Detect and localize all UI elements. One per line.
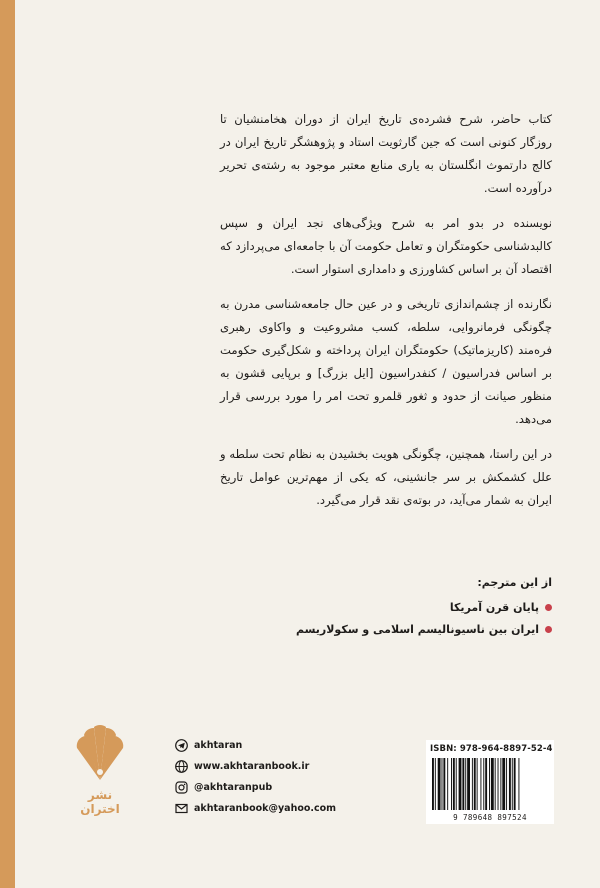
barcode-bar — [506, 758, 507, 810]
email-icon — [174, 802, 188, 816]
description-paragraph-3: نگارنده از چشم‌اندازی تاریخی و در عین حال جامعه‌شناسی مدرن به چگونگی فرمانروایی، سلطه، کسب مشروعیت و واکاوی رهبری فره‌مند (کاریزماتیک) حکومتگران ایران پرداخته و شکل‌گیری حکومت بر اساس فدراسیون / کنفدراسیون [ایل بزرگ] و برپایی قشون به منظور صیانت از حدود و ثغور قلمرو تحت امر را مورد بررسی قرار می‌دهد. — [220, 297, 552, 426]
globe-icon — [174, 760, 188, 774]
telegram-icon — [174, 739, 188, 753]
barcode-bar — [477, 758, 478, 810]
isbn-barcode — [426, 740, 554, 824]
contact-text: akhtaranbook@yahoo.com — [194, 803, 337, 814]
barcode-bar — [472, 758, 473, 810]
description-paragraph-4: در این راستا، همچنین، چگونگی هویت بخشیدن به نظام تحت سلطه و علل کشمکش بر سر جانشینی، که یکی از مهم‌ترین عوامل تاریخ ایران به شمار می‌آید، در بوته‌ی نقد قرار می‌گیرد. — [220, 447, 552, 507]
translator-book-list — [290, 601, 552, 636]
barcode-bar — [502, 758, 505, 810]
contact-email[interactable] — [174, 798, 374, 819]
bullet-icon — [545, 604, 552, 611]
barcode-bar — [451, 758, 452, 810]
contact-text: akhtaran — [194, 740, 243, 751]
contact-telegram[interactable] — [174, 735, 374, 756]
translator-book-item — [290, 623, 552, 636]
barcode-bar — [483, 758, 484, 810]
barcode-bar — [480, 758, 481, 810]
instagram-icon — [174, 781, 188, 795]
bullet-icon — [545, 626, 552, 633]
barcode-bar — [495, 758, 496, 810]
translator-books-section — [290, 576, 552, 645]
barcode-bar — [447, 758, 448, 810]
description-paragraph-1: کتاب حاضر، شرح فشرده‌ی تاریخ ایران از دوران هخامنشیان تا روزگار کنونی است که جین گارثویت استاد و پژوهشگر تاریخ ایران در کالج دارتموث انگلستان به یاری منابع معتبر موجود به رشته‌ی تحریر درآورده است. — [220, 112, 552, 195]
contact-instagram[interactable] — [174, 777, 374, 798]
barcode-bar — [489, 758, 490, 810]
barcode-bar — [474, 758, 476, 810]
barcode-bar — [498, 758, 499, 810]
barcode-bar — [518, 758, 519, 810]
barcode-bar — [456, 758, 457, 810]
translator-book-title: پایان قرن آمریکا — [449, 601, 539, 614]
back-cover-description — [220, 108, 552, 512]
isbn-barcode-digits: 9 789648 897524 — [453, 813, 527, 822]
contact-text: @akhtaranpub — [194, 782, 273, 793]
description-paragraph-2: نویسنده در بدو امر به شرح ویژگی‌های نجد ایران و سپس کالبدشناسی حکومتگران و تعامل حکومت آن با جامعه‌ای می‌پردازد که اقتصاد آن بر اساس کشاورزی و دامداری استوار است. — [220, 216, 552, 276]
barcode-bar — [453, 758, 455, 810]
barcode-bar — [491, 758, 494, 810]
barcode-bar — [514, 758, 516, 810]
barcode-graphic — [432, 758, 548, 810]
barcode-bar — [459, 758, 462, 810]
barcode-bar — [500, 758, 501, 810]
barcode-bar — [485, 758, 487, 810]
barcode-bar — [442, 758, 443, 810]
barcode-bar — [443, 758, 445, 810]
barcode-bar — [512, 758, 513, 810]
shell-logo-icon — [71, 722, 129, 784]
translator-book-item — [290, 601, 552, 614]
isbn-label: ISBN: 978-964-8897-52-4 — [430, 744, 553, 754]
barcode-bar — [465, 758, 466, 810]
barcode-bar — [509, 758, 511, 810]
barcode-bar — [467, 758, 470, 810]
barcode-bar — [435, 758, 436, 810]
translator-heading: از این مترجم: — [477, 576, 552, 589]
contact-text: www.akhtaranbook.ir — [194, 761, 310, 772]
spine-color-band — [0, 0, 15, 888]
barcode-bar — [432, 758, 434, 810]
publisher-logo — [68, 722, 132, 822]
contact-website[interactable] — [174, 756, 374, 777]
barcode-bar — [438, 758, 441, 810]
publisher-contacts — [174, 735, 374, 819]
barcode-bar — [462, 758, 464, 810]
publisher-name: نشر اختران — [80, 788, 120, 816]
translator-book-title: ایران بین ناسیونالیسم اسلامی و سکولاریسم — [295, 623, 539, 636]
